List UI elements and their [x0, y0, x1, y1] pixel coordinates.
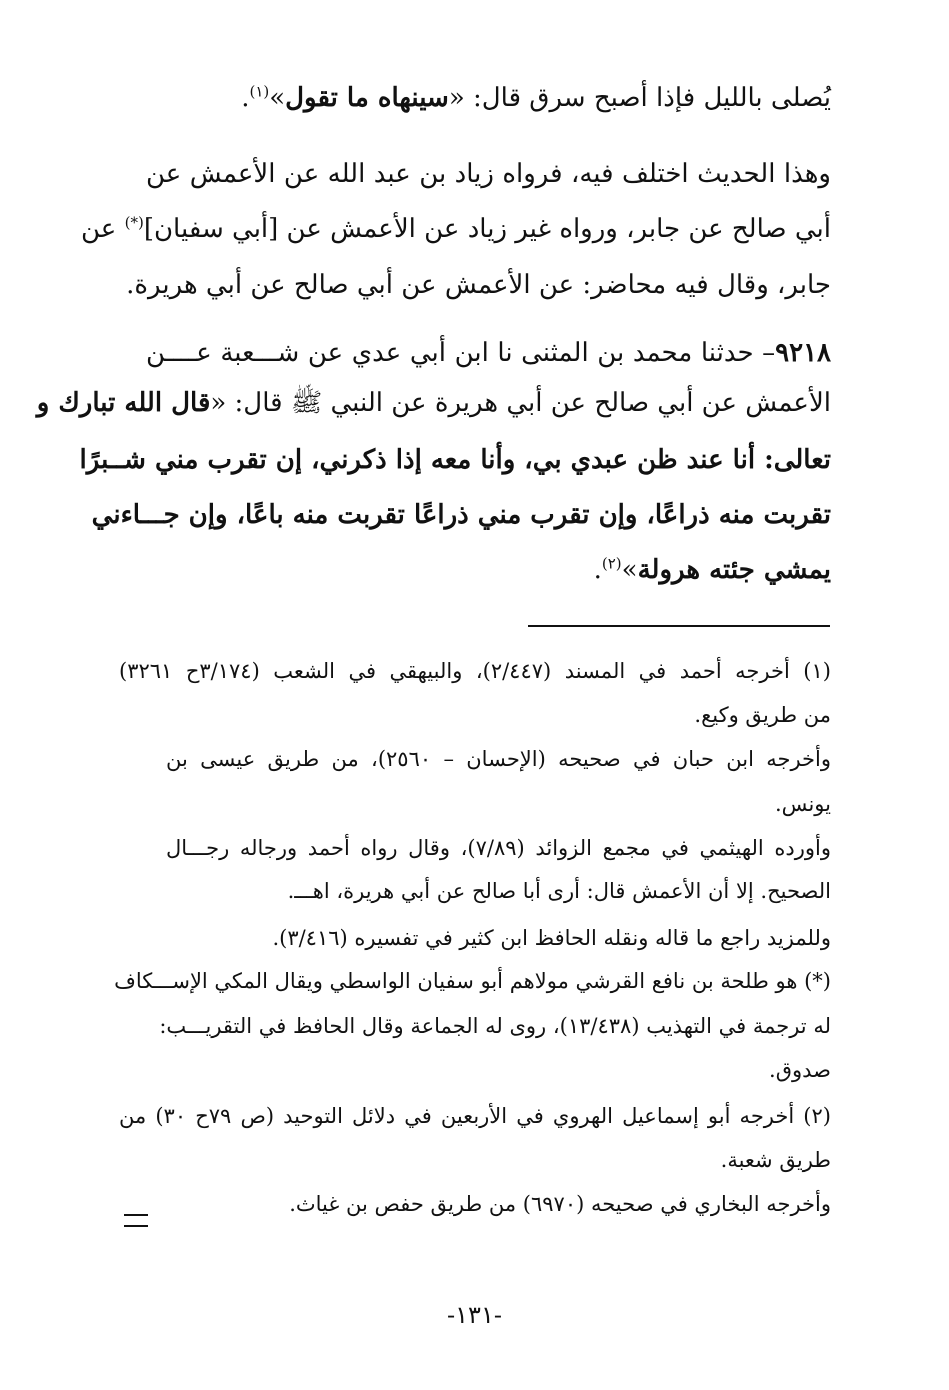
- text-run: عن: [81, 214, 125, 244]
- text-run: – حدثنا محمد بن المثنى نا ابن أبي عدي عن شـــعبة عــــن: [146, 338, 776, 368]
- text-run: .: [593, 555, 602, 585]
- footnote-2-line-3: وأخرجه البخاري في صحيحه (٦٩٧٠) من طريق حفص بن غياث.: [289, 1192, 831, 1216]
- footnote-1-line-2: من طريق وكيع.: [694, 703, 831, 727]
- hadith-line-2: [36, 384, 831, 422]
- text-run: »: [621, 555, 638, 585]
- footnote-star-line-2: له ترجمة في التهذيب (١٣/٤٣٨)، روى له الجماعة وقال الحافظ في التقريـــب:: [159, 1014, 831, 1038]
- footnote-1-line-7: وللمزيد راجع ما قاله ونقله الحافظ ابن كثير في تفسيره (٣/٤١٦).: [272, 926, 831, 950]
- footnote-ref-2[interactable]: (٢): [601, 554, 622, 573]
- main-line-3: [81, 210, 831, 248]
- main-line-4: جابر، وقال فيه محاضر: عن الأعمش عن أبي صالح عن أبي هريرة.: [126, 270, 831, 300]
- footnote-1-line-3: وأخرجه ابن حبان في صحيحه (الإحسان – ٢٥٦٠)، من طريق عيسى بن: [166, 747, 831, 771]
- text-run: الأعمش عن أبي صالح عن أبي هريرة عن النبي ﷺ قال: «: [210, 388, 831, 418]
- hadith-line-5: [119, 551, 831, 589]
- hadith-line-3: تعالى: أنا عند ظن عبدي بي، وأنا معه إذا ذكرني، إن تقرب مني شــبرًا: [79, 445, 831, 475]
- hadith-line-1: [146, 334, 831, 372]
- text-run: »: [269, 83, 286, 113]
- footnote-1-line-5: وأورده الهيثمي في مجمع الزوائد (٧/٨٩)، وقال رواه أحمد ورجاله رجـــال: [166, 836, 831, 860]
- text-run: يُصلى بالليل فإذا أصبح سرق قال: «: [448, 83, 831, 113]
- quote-bold: قال الله تبارك و: [36, 388, 211, 418]
- footnote-ref-star[interactable]: (*): [124, 213, 144, 232]
- footnote-star-line-1: (*) هو طلحة بن نافع القرشي مولاهم أبو سفيان الواسطي ويقال المكي الإســـكاف: [114, 969, 831, 993]
- page-number: -١٣١-: [447, 1301, 502, 1329]
- continuation-mark: [124, 1214, 148, 1227]
- main-line-1: [119, 79, 831, 117]
- footnote-1-line-6: الصحيح. إلا أن الأعمش قال: أرى أبا صالح عن أبي هريرة، اهـــ.: [287, 879, 831, 903]
- footnote-separator: [528, 625, 830, 627]
- footnote-ref-1[interactable]: (١): [249, 82, 270, 101]
- footnote-2-line-1: (٢) أخرجه أبو إسماعيل الهروي في الأربعين في دلائل التوحيد (ص ٧٩ح ٣٠) من: [119, 1104, 831, 1128]
- hadith-number: ٩٢١٨: [775, 338, 831, 368]
- main-line-2: وهذا الحديث اختلف فيه، فرواه زياد بن عبد الله عن الأعمش عن: [146, 159, 831, 189]
- footnote-star-line-3: صدوق.: [769, 1058, 831, 1082]
- footnote-1-line-4: يونس.: [775, 792, 831, 816]
- quote-bold: يمشي جئته هرولة: [637, 555, 831, 585]
- quote-bold: سينهاه ما تقول: [285, 83, 449, 113]
- text-run: أبي صالح عن جابر، ورواه غير زياد عن الأعمش عن [أبي سفيان]: [143, 214, 831, 244]
- footnote-1-line-1: (١) أخرجه أحمد في المسند (٢/٤٤٧)، والبيهقي في الشعب (٣/١٧٤ح ٣٢٦١): [119, 659, 831, 683]
- text-run: .: [241, 83, 250, 113]
- footnote-2-line-2: طريق شعبة.: [720, 1148, 831, 1172]
- hadith-line-4: تقربت منه ذراعًا، وإن تقرب مني ذراعًا تقربت منه باعًا، وإن جـــاءني: [91, 500, 831, 530]
